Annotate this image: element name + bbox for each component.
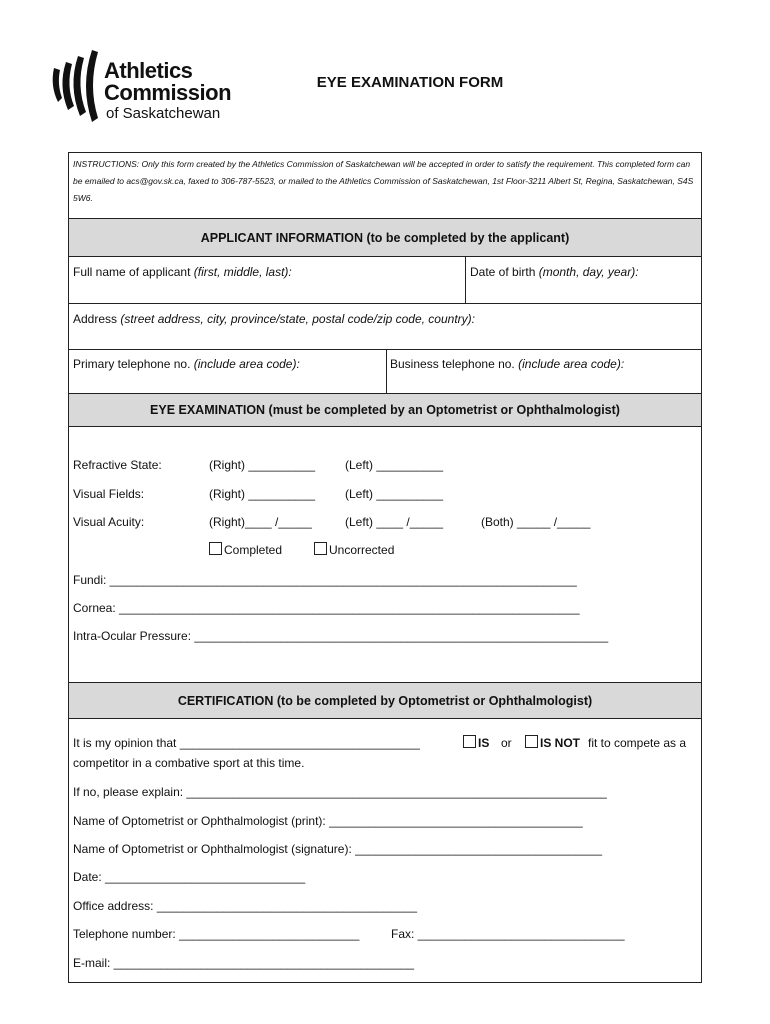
date-field[interactable]: Date: ______________________________ — [73, 870, 306, 884]
iop-field[interactable]: Intra-Ocular Pressure: ______________________________________________________________ — [73, 629, 609, 643]
fit-label: fit to compete as a — [588, 736, 687, 750]
competitor-label: competitor in a combative sport at this time. — [73, 756, 305, 770]
logo-mark-icon — [48, 46, 104, 124]
fundi-field[interactable]: Fundi: ______________________________________________________________________ — [73, 573, 577, 587]
acuity-left-field[interactable]: (Left) ____ /_____ — [345, 515, 444, 529]
checkbox-icon — [463, 735, 476, 748]
applicant-header: APPLICANT INFORMATION (to be completed by the applicant) — [69, 219, 701, 257]
fields-label: Visual Fields: — [73, 487, 145, 501]
cornea-field[interactable]: Cornea: _____________________________________________________________________ — [73, 601, 580, 615]
dob-field[interactable]: Date of birth (month, day, year): — [470, 265, 639, 279]
is-checkbox[interactable]: IS — [463, 735, 489, 750]
telephone-field[interactable]: Telephone number: ___________________________ — [73, 927, 360, 941]
cert-section — [69, 719, 701, 982]
logo — [48, 46, 238, 126]
email-field[interactable]: E-mail: _____________________________________________ — [73, 956, 414, 970]
instructions: INSTRUCTIONS: Only this form created by the Athletics Commission of Saskatchewan will be accepted in order to satisfy the requirement. This completed form can be emailed to acs@gov.sk.ca, faxed to 306-787-5523, or mailed to the Athletics Commission of Saskatchewan, 1st Floor-3211 Albert St, Regina, Saskatchewan, S4S 5W6. — [69, 153, 701, 219]
is-not-checkbox[interactable]: IS NOT — [525, 735, 580, 750]
logo-text-athletics: Athletics — [104, 58, 193, 83]
address-field[interactable]: Address (street address, city, province/state, postal code/zip code, country): — [73, 312, 475, 326]
office-address-field[interactable]: Office address: _______________________________________ — [73, 899, 418, 913]
refractive-label: Refractive State: — [73, 458, 162, 472]
name-print-field[interactable]: Name of Optometrist or Ophthalmologist (print): ______________________________________ — [73, 814, 583, 828]
checkbox-icon — [209, 542, 222, 555]
opinion-field[interactable]: It is my opinion that ____________________________________ — [73, 736, 420, 750]
logo-text-commission: Commission — [104, 80, 232, 105]
primary-phone-field[interactable]: Primary telephone no. (include area code): — [73, 357, 300, 371]
row-address — [69, 304, 701, 350]
cert-header: CERTIFICATION (to be completed by Optometrist or Ophthalmologist) — [69, 683, 701, 719]
fields-right-field[interactable]: (Right) __________ — [209, 487, 316, 501]
checkbox-icon — [525, 735, 538, 748]
refractive-right-field[interactable]: (Right) __________ — [209, 458, 316, 472]
or-label: or — [501, 736, 512, 750]
acuity-right-field[interactable]: (Right)____ /_____ — [209, 515, 312, 529]
logo-text-saskatchewan: of Saskatchewan — [106, 105, 221, 122]
acuity-label: Visual Acuity: — [73, 515, 145, 529]
acuity-both-field[interactable]: (Both) _____ /_____ — [481, 515, 591, 529]
uncorrected-checkbox[interactable]: Uncorrected — [314, 542, 394, 557]
refractive-left-field[interactable]: (Left) __________ — [345, 458, 444, 472]
explain-field[interactable]: If no, please explain: _______________________________________________________________ — [73, 785, 607, 799]
fields-left-field[interactable]: (Left) __________ — [345, 487, 444, 501]
fax-field[interactable]: Fax: _______________________________ — [391, 927, 625, 941]
row-name-dob — [69, 257, 701, 304]
exam-header: EYE EXAMINATION (must be completed by an Optometrist or Ophthalmologist) — [69, 394, 701, 427]
completed-checkbox[interactable]: Completed — [209, 542, 282, 557]
checkbox-icon — [314, 542, 327, 555]
exam-section — [69, 427, 701, 683]
business-phone-field[interactable]: Business telephone no. (include area code): — [390, 357, 625, 371]
full-name-field[interactable]: Full name of applicant (first, middle, last): — [73, 265, 292, 279]
page-title: EYE EXAMINATION FORM — [316, 74, 504, 91]
eye-exam-form — [68, 152, 702, 983]
row-phones — [69, 350, 701, 394]
name-signature-field[interactable]: Name of Optometrist or Ophthalmologist (signature): _____________________________________ — [73, 842, 603, 856]
